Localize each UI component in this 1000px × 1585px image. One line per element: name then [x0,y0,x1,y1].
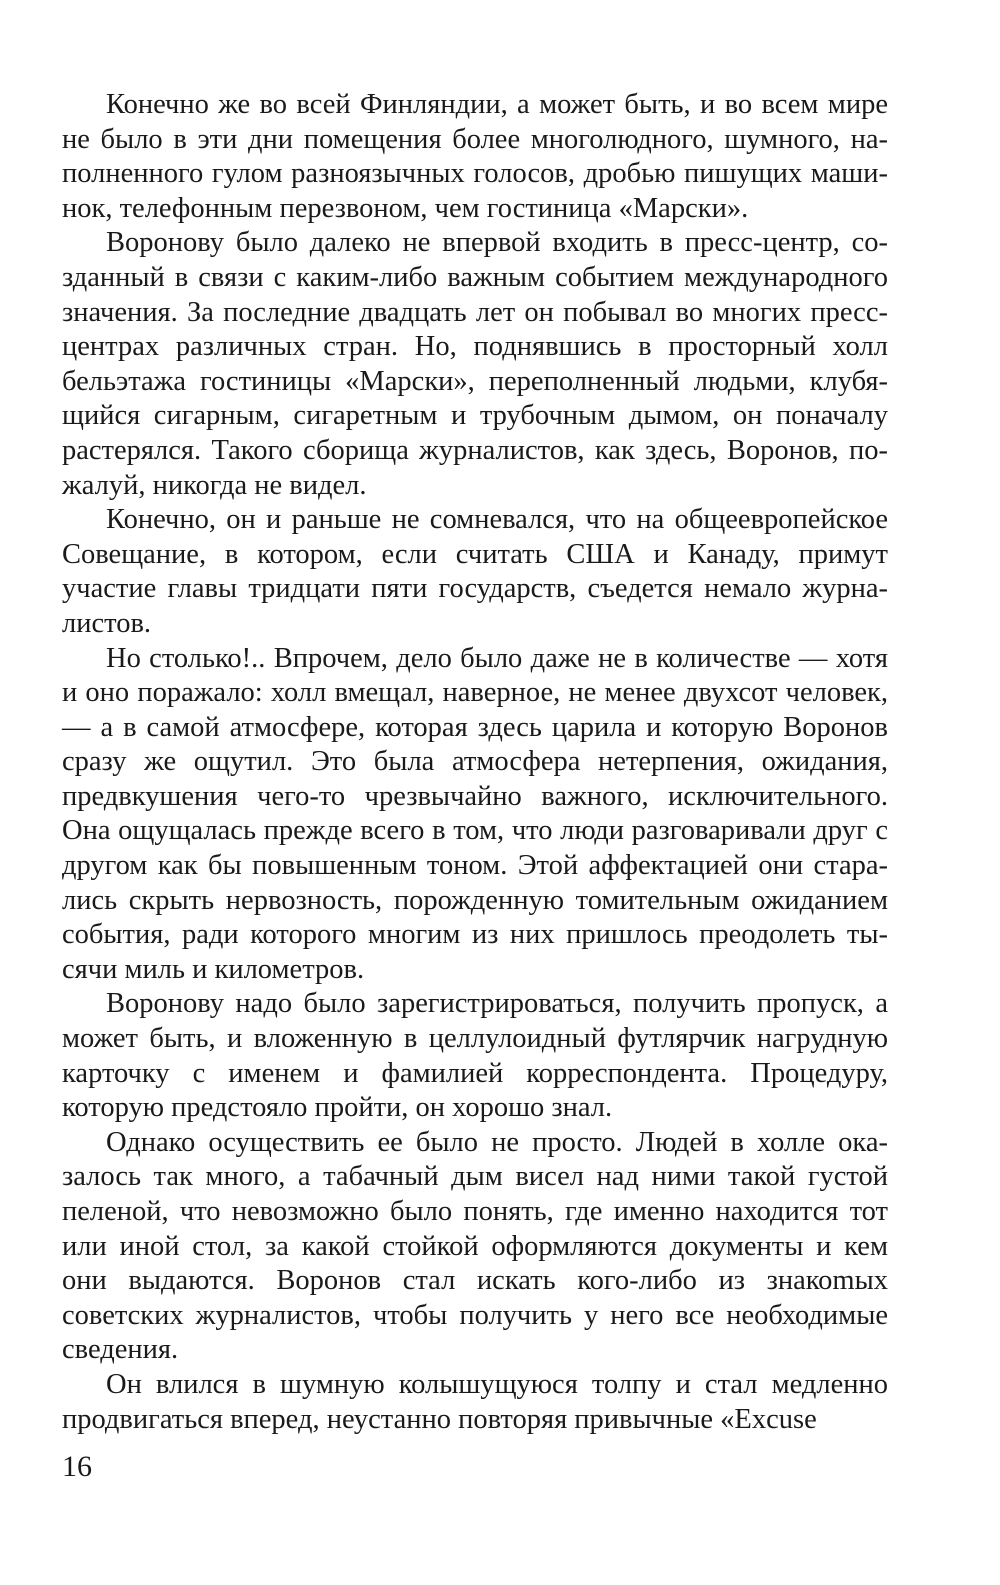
body-text [62,88,888,1437]
page-number: 16 [62,1450,92,1483]
paragraph-2: Воронову было далеко не впервой входить в пресс-центр, созданный в связи с каким-либо важным событием международного значения. За последние двадцать лет он побывал во многих прессцентрах различных стран. Но, поднявшись в просторный холл бельэтажа гостиницы «Марски», переполненный людьми, клубящийся сигарным, сигаретным и трубочным дымом, он поначалу растерялся. Такого сборища журналистов, как здесь, Воронов, пожалуй, никогда не видел. [62,227,888,501]
paragraph-1: Конечно же во всей Финляндии, а может быть, и во всем мире не было в эти дни помещения более многолюдного, шумного, наполненного гулом разноязычных голосов, дробью пишущих машинок, телефонным перезвоном, чем гостиница «Марски». [62,89,888,224]
paragraph-4: Но столько!.. Впрочем, дело было даже не в количестве — хотя и оно поражало: холл вмещал, наверное, не менее двухсот человек, — а в самой атмосфере, которая здесь царила и которую Воронов сразу же ощутил. Это была атмосфера нетерпения, ожидания, предвкушения чего-то чрезвычайно важного, исключительного. Она ощущалась прежде всего в том, что люди разговаривали друг с другом как бы повышенным тоном. Этой аффектацией они старались скрыть нервозность, порожденную томительным ожиданием события, ради которого многим из них пришлось преодолеть тысячи миль и километров. [62,642,888,985]
paragraph-6: Однако осуществить ее было не просто. Людей в холле оказалось так много, а табачный дым висел над ними такой густой пеленой, что невозможно было понять, где именно находится тот или иной стол, за какой стойкой оформляются документы и кем они выдаются. Воронов стал искать кого-либо из знакоmых советских журналистов, чтобы получить у него все необходимые сведения. [62,1126,888,1366]
paragraph-5: Воронову надо было зарегистрироваться, получить пропуск, а может быть, и вложенную в целлулоидный футлярчик нагрудную карточку с именем и фамилией корреспондента. Процедуру, которую предстояло пройти, он хорошо знал. [62,988,888,1124]
paragraph-7: Он влился в шумную колышущуюся толпу и стал медленно продвигаться вперед, неустанно повторяя привычные «Excuse [62,1368,888,1435]
paragraph-3: Конечно, он и раньше не сомневался, что на общеевропейское Совещание, в котором, если считать США и Канаду, примут участие главы тридцати пяти государств, съедется немало журналистов. [62,504,888,639]
